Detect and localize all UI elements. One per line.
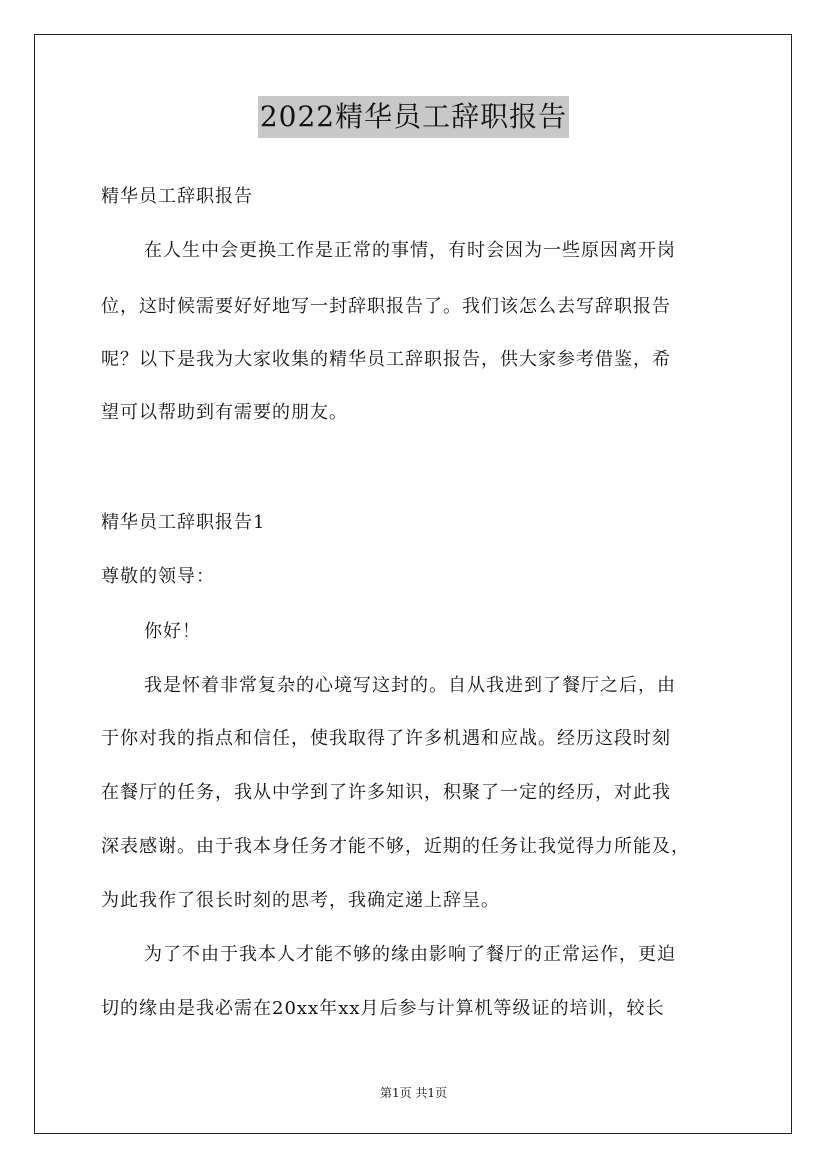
paragraph-line: 呢？以下是我为大家收集的精华员工辞职报告，供大家参考借鉴，希 — [101, 349, 671, 370]
paragraph-line: 我是怀着非常复杂的心境写这封的。自从我进到了餐厅之后，由 — [144, 675, 676, 696]
paragraph-line: 在人生中会更换工作是正常的事情，有时会因为一些原因离开岗 — [144, 240, 676, 261]
title-container — [0, 96, 827, 138]
document-title: 2022精华员工辞职报告 — [258, 96, 569, 138]
paragraph-line: 深表感谢。由于我本身任务才能不够，近期的任务让我觉得力所能及， — [101, 836, 690, 857]
greeting: 你好！ — [144, 621, 201, 642]
paragraph-line: 位，这时候需要好好地写一封辞职报告了。我们该怎么去写辞职报告 — [101, 296, 671, 317]
section-heading: 精华员工辞职报告1 — [101, 512, 266, 533]
paragraph-line: 为了不由于我本人才能不够的缘由影响了餐厅的正常运作，更迫 — [144, 944, 676, 965]
paragraph-line: 为此我作了很长时刻的思考，我确定递上辞呈。 — [101, 890, 500, 911]
paragraph-line: 于你对我的指点和信任，使我取得了许多机遇和应战。经历这段时刻 — [101, 728, 671, 749]
paragraph-line: 在餐厅的任务，我从中学到了许多知识，积聚了一定的经历，对此我 — [101, 782, 671, 803]
subtitle-line: 精华员工辞职报告 — [101, 186, 253, 207]
salutation: 尊敬的领导： — [101, 566, 215, 587]
page-footer: 第1页 共1页 — [379, 1086, 448, 1100]
paragraph-line: 切的缘由是我必需在20xx年xx月后参与计算机等级证的培训，较长 — [101, 998, 665, 1019]
paragraph-line: 望可以帮助到有需要的朋友。 — [101, 402, 348, 423]
